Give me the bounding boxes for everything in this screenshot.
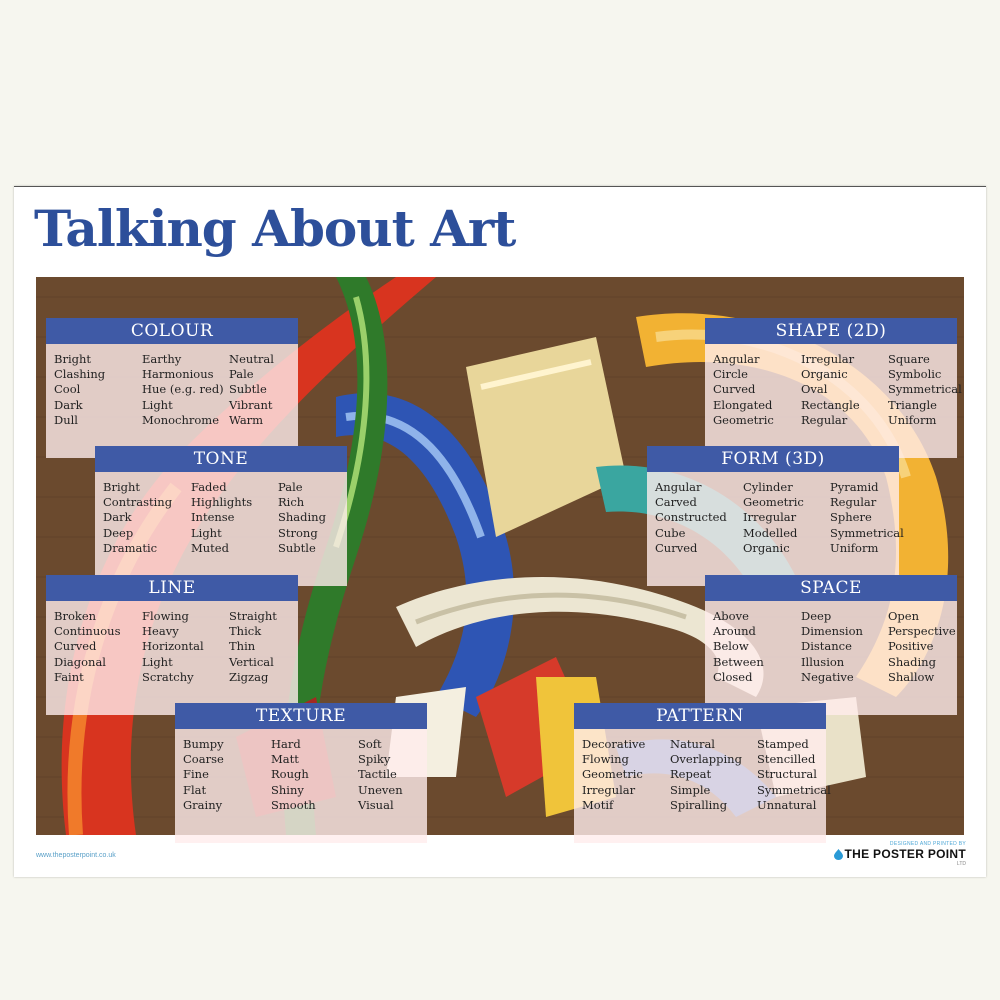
word: Elongated xyxy=(713,397,773,412)
word: Symmetrical xyxy=(757,782,831,797)
word: Uniform xyxy=(888,412,937,427)
word: Hard xyxy=(271,737,301,751)
word: Organic xyxy=(743,540,790,555)
word: Open xyxy=(888,609,920,623)
word: Clashing xyxy=(54,367,106,382)
word: Around xyxy=(713,624,756,639)
space-card xyxy=(705,575,957,715)
word: Symbolic xyxy=(888,367,942,382)
word: Closed xyxy=(713,669,753,684)
word: Rough xyxy=(271,767,309,782)
word: Warm xyxy=(229,412,264,427)
word: Carved xyxy=(655,495,697,510)
word: Motif xyxy=(582,797,614,812)
tone-card xyxy=(95,446,347,586)
word: Square xyxy=(888,352,930,366)
form-heading: FORM (3D) xyxy=(647,446,899,472)
line-heading: LINE xyxy=(46,575,298,601)
word: Thick xyxy=(229,624,262,639)
logo-sub: LTD xyxy=(956,861,966,867)
space-heading: SPACE xyxy=(705,575,957,601)
word: Neutral xyxy=(229,352,274,366)
word: Earthy xyxy=(142,352,182,366)
word: Vertical xyxy=(229,654,274,669)
word: Shallow xyxy=(888,669,935,684)
word: Diagonal xyxy=(54,654,106,669)
shape-card xyxy=(705,318,962,458)
colour-card xyxy=(46,318,298,458)
logo-name xyxy=(834,847,966,861)
word: Uniform xyxy=(830,540,879,555)
word: Bright xyxy=(54,352,92,366)
word: Between xyxy=(713,654,764,669)
word: Spiralling xyxy=(670,797,728,812)
word: Simple xyxy=(670,782,711,797)
word: Matt xyxy=(271,752,299,767)
word: Below xyxy=(713,639,749,654)
logo-name-text: THE POSTER POINT xyxy=(844,847,966,861)
word: Pale xyxy=(229,367,254,382)
word: Dull xyxy=(54,412,78,427)
word: Spiky xyxy=(358,752,391,767)
word: Organic xyxy=(801,367,848,382)
word: Overlapping xyxy=(670,752,742,767)
poster-point-logo xyxy=(834,841,966,867)
word: Flowing xyxy=(142,609,189,623)
word: Strong xyxy=(278,525,318,540)
word: Negative xyxy=(801,669,854,684)
word: Perspective xyxy=(888,624,956,639)
pattern-heading: PATTERN xyxy=(574,703,826,729)
word: Harmonious xyxy=(142,367,214,382)
word: Above xyxy=(713,609,749,623)
form-card xyxy=(647,446,904,586)
word: Irregular xyxy=(743,510,797,525)
word: Hue (e.g. red) xyxy=(142,382,224,397)
word: Muted xyxy=(191,540,229,555)
word: Vibrant xyxy=(229,397,273,412)
word: Monochrome xyxy=(142,412,220,427)
texture-card xyxy=(175,703,427,843)
word: Flat xyxy=(183,782,207,797)
logo-tagline: DESIGNED AND PRINTED BY xyxy=(889,841,966,847)
word: Circle xyxy=(713,367,748,382)
word: Irregular xyxy=(801,352,855,366)
word: Horizontal xyxy=(142,639,204,654)
word: Bumpy xyxy=(183,737,224,751)
word: Smooth xyxy=(271,797,316,812)
word: Highlights xyxy=(191,495,253,510)
colour-heading: COLOUR xyxy=(46,318,298,344)
word: Rich xyxy=(278,495,305,510)
word: Pyramid xyxy=(830,480,879,494)
word: Regular xyxy=(830,495,877,510)
word: Geometric xyxy=(582,767,643,782)
word: Subtle xyxy=(229,382,267,397)
word: Symmetrical xyxy=(830,525,904,540)
word: Curved xyxy=(655,540,698,555)
word: Distance xyxy=(801,639,852,654)
word: Sphere xyxy=(830,510,872,525)
word: Illusion xyxy=(801,654,845,669)
word: Dark xyxy=(54,397,83,412)
word: Pale xyxy=(278,480,303,494)
word: Cylinder xyxy=(743,480,793,494)
word: Cube xyxy=(655,525,686,540)
word: Irregular xyxy=(582,782,636,797)
word: Cool xyxy=(54,382,81,397)
word: Structural xyxy=(757,767,817,782)
word: Triangle xyxy=(888,397,937,412)
word: Geometric xyxy=(743,495,804,510)
poster xyxy=(14,186,986,877)
word: Tactile xyxy=(358,767,397,782)
word: Curved xyxy=(54,639,97,654)
line-card xyxy=(46,575,298,715)
word: Unnatural xyxy=(757,797,817,812)
word: Bright xyxy=(103,480,141,494)
word: Regular xyxy=(801,412,848,427)
word: Zigzag xyxy=(229,669,269,684)
word: Broken xyxy=(54,609,97,623)
word: Geometric xyxy=(713,412,774,427)
texture-heading: TEXTURE xyxy=(175,703,427,729)
word: Soft xyxy=(358,737,382,751)
word: Curved xyxy=(713,382,756,397)
word: Intense xyxy=(191,510,235,525)
word: Faded xyxy=(191,480,227,494)
word: Decorative xyxy=(582,737,646,751)
word: Constructed xyxy=(655,510,727,525)
word: Scratchy xyxy=(142,669,194,684)
word: Contrasting xyxy=(103,495,173,510)
word: Subtle xyxy=(278,540,316,555)
word: Light xyxy=(142,397,173,412)
word: Fine xyxy=(183,767,209,782)
word: Positive xyxy=(888,639,934,654)
word: Stencilled xyxy=(757,752,816,767)
word: Rectangle xyxy=(801,397,860,412)
word: Deep xyxy=(801,609,832,623)
word: Shading xyxy=(278,510,326,525)
word: Flowing xyxy=(582,752,629,767)
word: Natural xyxy=(670,737,715,751)
word: Light xyxy=(142,654,173,669)
word: Straight xyxy=(229,609,277,623)
pattern-card xyxy=(574,703,831,843)
word: Coarse xyxy=(183,752,224,767)
word: Grainy xyxy=(183,797,223,812)
word: Heavy xyxy=(142,624,179,639)
word: Faint xyxy=(54,669,84,684)
word: Light xyxy=(191,525,222,540)
word: Dark xyxy=(103,510,132,525)
word: Shiny xyxy=(271,782,304,797)
word: Angular xyxy=(713,352,760,366)
word: Stamped xyxy=(757,737,809,751)
tone-heading: TONE xyxy=(95,446,347,472)
website-url: www.theposterpoint.co.uk xyxy=(36,852,116,859)
word: Shading xyxy=(888,654,936,669)
word: Symmetrical xyxy=(888,382,962,397)
word: Continuous xyxy=(54,624,121,639)
drop-pin-icon xyxy=(834,849,843,860)
word: Angular xyxy=(655,480,702,494)
poster-title: Talking About Art xyxy=(34,199,516,258)
word: Uneven xyxy=(358,782,403,797)
word: Thin xyxy=(229,639,256,654)
word: Modelled xyxy=(743,525,798,540)
word: Dimension xyxy=(801,624,863,639)
word: Dramatic xyxy=(103,540,158,555)
word: Oval xyxy=(801,382,828,397)
shape-heading: SHAPE (2D) xyxy=(705,318,957,344)
word: Repeat xyxy=(670,767,712,782)
word: Visual xyxy=(358,797,394,812)
word: Deep xyxy=(103,525,134,540)
